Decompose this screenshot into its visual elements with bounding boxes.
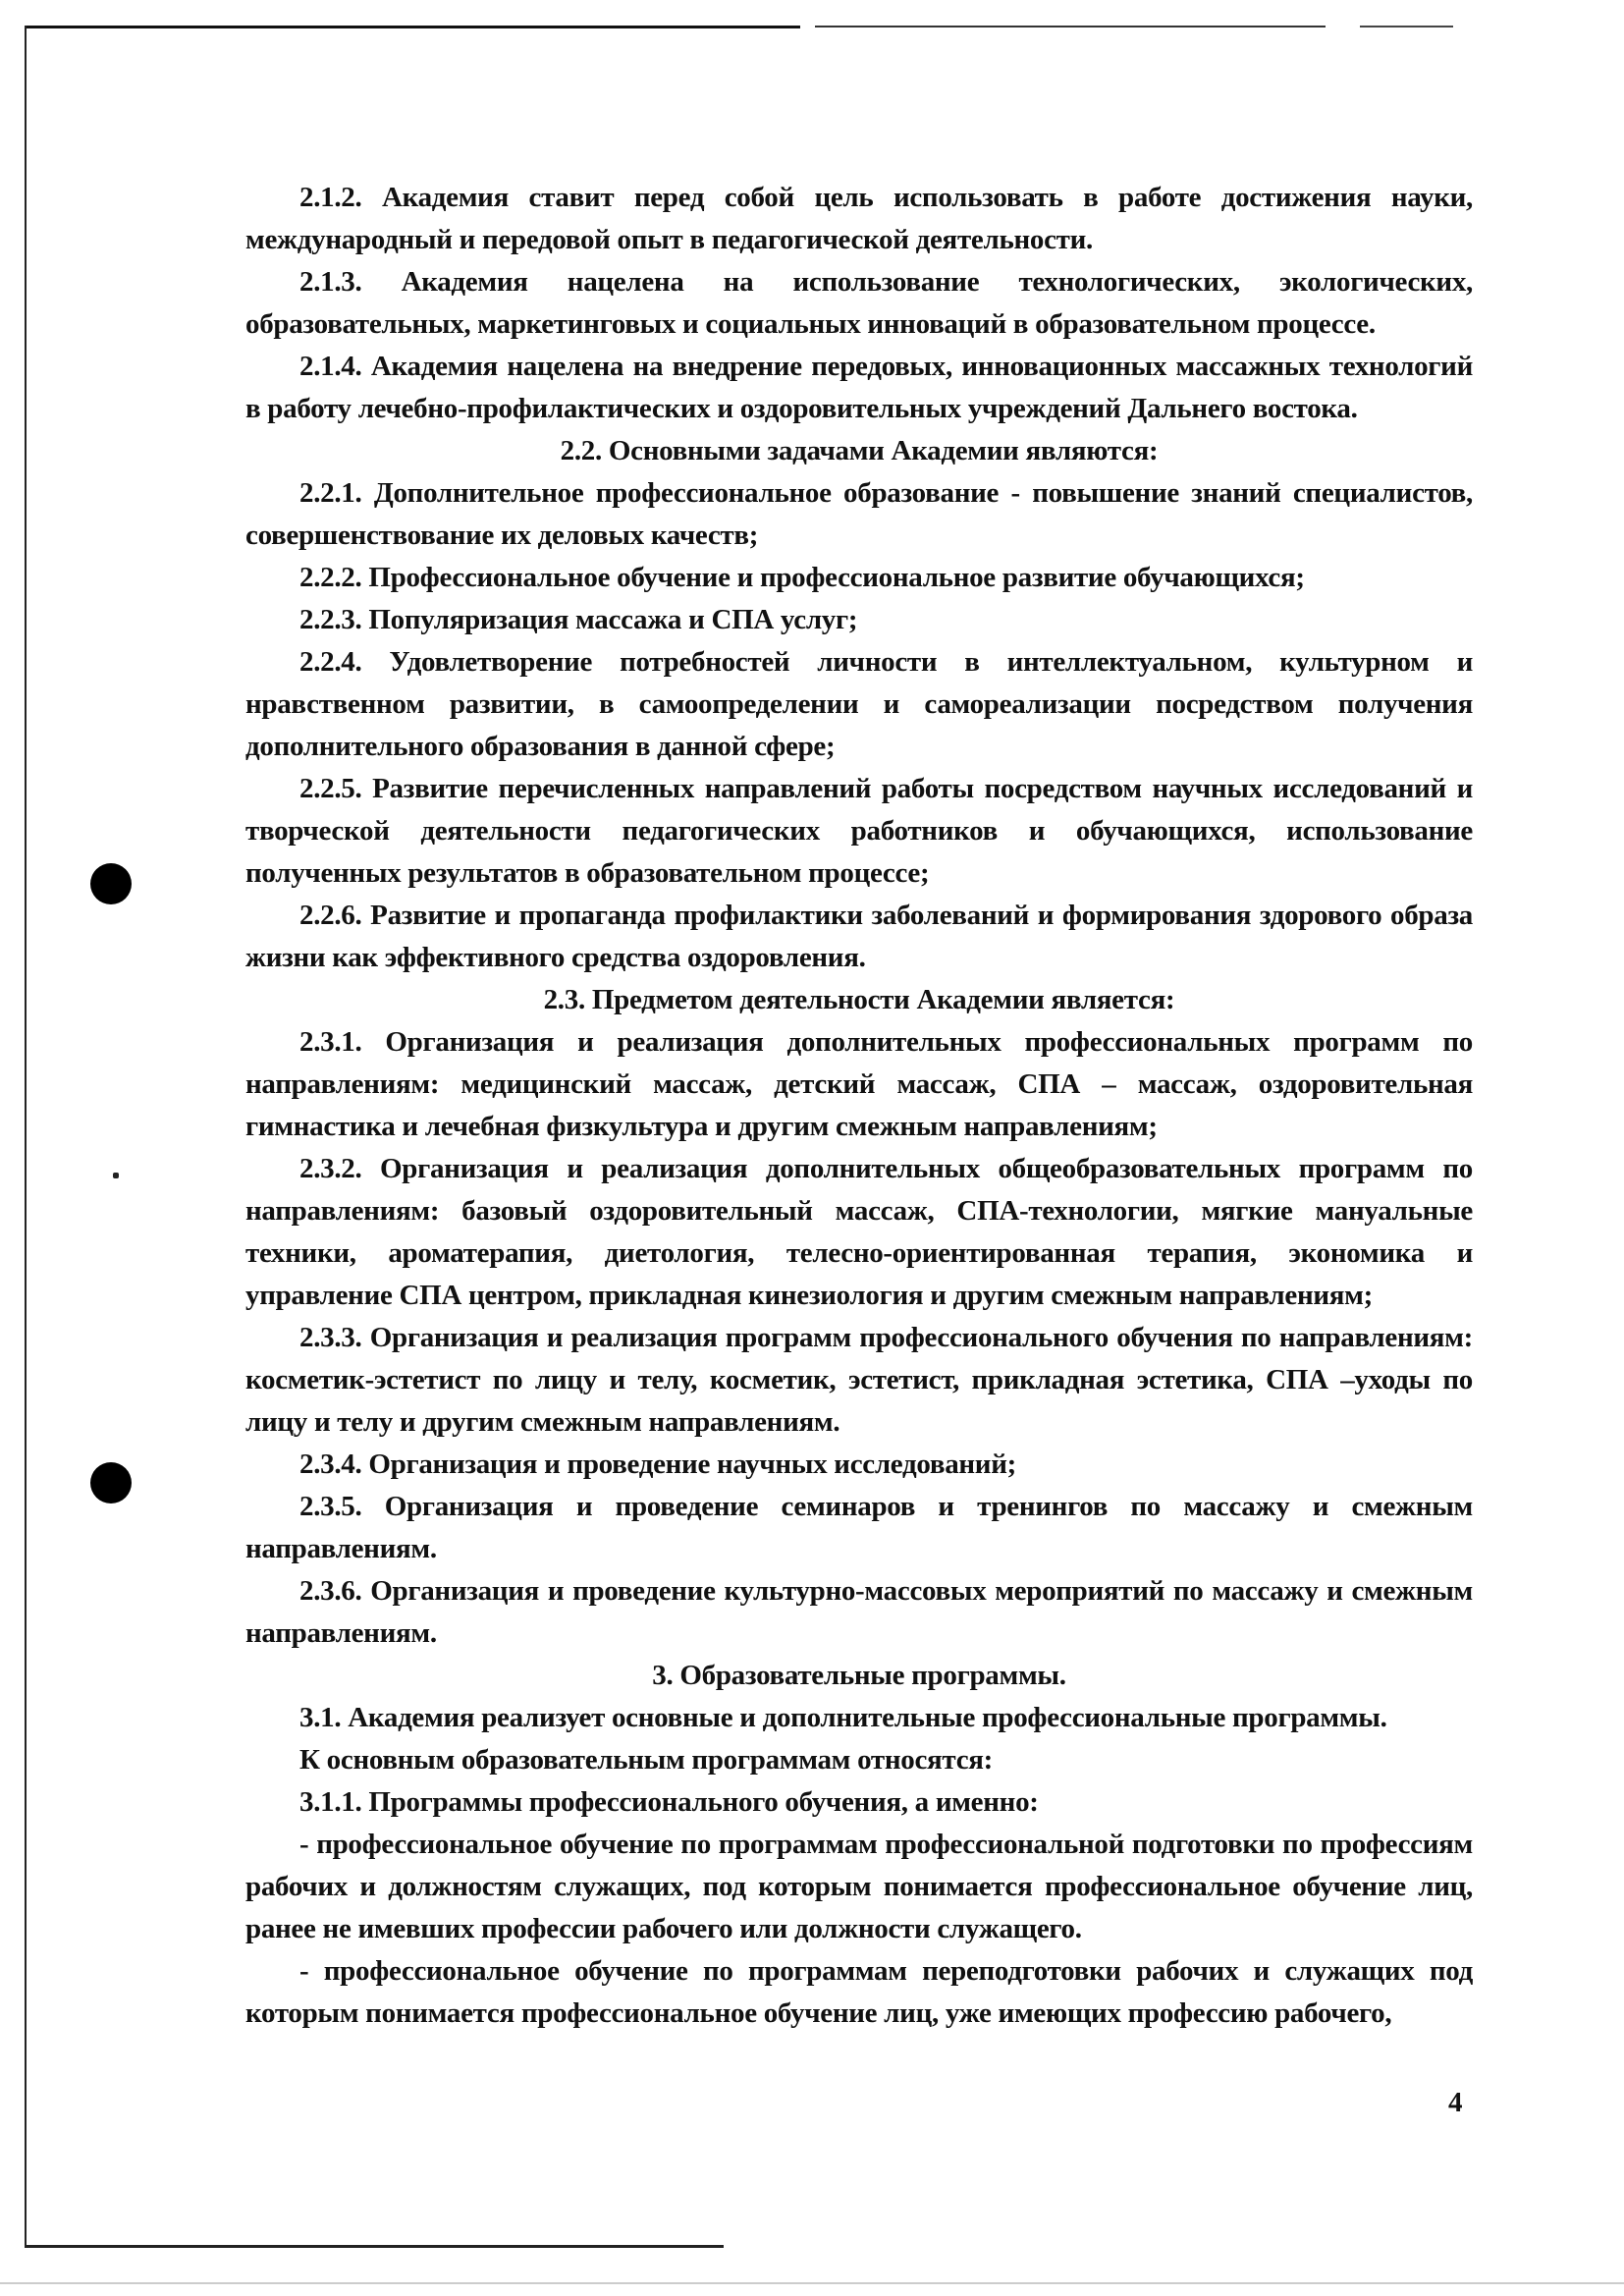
scan-speck	[113, 1173, 119, 1178]
paragraph: 2.1.4. Академия нацелена на внедрение передовых, инновационных массажных технологий в работу лечебно-профилактических и оздоровительных учреждений Дальнего востока.	[245, 351, 1473, 424]
paragraph: - профессиональное обучение по программам профессиональной подготовки по профессиям рабочих и должностям служащих, под которым понимается профессиональное обучение лиц, ранее не имевших профессии рабочего или должности служащего.	[245, 1829, 1473, 1944]
paragraph: 2.3.5. Организация и проведение семинаров и тренингов по массажу и смежным направлениям.	[245, 1491, 1473, 1564]
punch-hole	[90, 863, 132, 904]
section-heading: 2.3. Предметом деятельности Академии является:	[543, 984, 1175, 1015]
paragraph: К основным образовательным программам относятся:	[299, 1744, 994, 1776]
section-heading: 2.2. Основными задачами Академии являются:	[560, 435, 1159, 466]
scan-border-top	[1360, 26, 1453, 27]
paragraph: 2.2.1. Дополнительное профессиональное образование - повышение знаний специалистов, совершенствование их деловых качеств;	[245, 477, 1473, 551]
paragraph: 3.1. Академия реализует основные и дополнительные профессиональные программы.	[299, 1702, 1387, 1733]
scan-border-bottom	[25, 2245, 724, 2248]
punch-hole	[90, 1462, 132, 1503]
paragraph: 2.3.4. Организация и проведение научных исследований;	[299, 1449, 1016, 1480]
scan-edge	[0, 2282, 1624, 2284]
paragraph: 2.2.6. Развитие и пропаганда профилактики заболеваний и формирования здорового образа жизни как эффективного средства оздоровления.	[245, 900, 1473, 973]
paragraph: 2.2.4. Удовлетворение потребностей личности в интеллектуальном, культурном и нравственном развитии, в самоопределении и самореализации посредством получения дополнительного образования в данной сфере;	[245, 646, 1473, 762]
scan-border-left	[25, 26, 27, 2247]
paragraph: 2.2.2. Профессиональное обучение и профессиональное развитие обучающихся;	[299, 562, 1305, 593]
paragraph: 2.3.2. Организация и реализация дополнительных общеобразовательных программ по направлениям: базовый оздоровительный массаж, СПА-технологии, мягкие мануальные техники, ароматерапия, диетология, телесно-ориентированная терапия, экономика и управление СПА центром, прикладная кинезиология и другим смежным направлениям;	[245, 1153, 1473, 1311]
paragraph: 2.2.5. Развитие перечисленных направлений работы посредством научных исследований и творческой деятельности педагогических работников и обучающихся, использование полученных результатов в образовательном процессе;	[245, 773, 1473, 889]
paragraph: - профессиональное обучение по программам переподготовки рабочих и служащих под которым понимается профессиональное обучение лиц, уже имеющих профессию рабочего,	[245, 1955, 1473, 2029]
section-heading: 3. Образовательные программы.	[652, 1660, 1066, 1691]
paragraph: 3.1.1. Программы профессионального обучения, а именно:	[299, 1786, 1039, 1818]
paragraph: 2.2.3. Популяризация массажа и СПА услуг;	[299, 604, 858, 635]
scan-border-top	[815, 26, 1326, 27]
document-body	[245, 177, 1473, 2035]
paragraph: 2.1.3. Академия нацелена на использование технологических, экологических, образовательных, маркетинговых и социальных инноваций в образовательном процессе.	[245, 266, 1473, 340]
scan-border-top	[25, 26, 800, 28]
page-number: 4	[1448, 2087, 1463, 2118]
paragraph: 2.3.6. Организация и проведение культурно-массовых мероприятий по массажу и смежным направлениям.	[245, 1575, 1473, 1649]
paragraph: 2.3.1. Организация и реализация дополнительных профессиональных программ по направлениям: медицинский массаж, детский массаж, СПА – массаж, оздоровительная гимнастика и лечебная физкультура и другим смежным направлениям;	[245, 1026, 1473, 1142]
paragraph: 2.3.3. Организация и реализация программ профессионального обучения по направлениям: косметик-эстетист по лицу и телу, косметик, эстетист, прикладная эстетика, СПА –уходы по лицу и телу и другим смежным направлениям.	[245, 1322, 1473, 1438]
paragraph: 2.1.2. Академия ставит перед собой цель использовать в работе достижения науки, международный и передовой опыт в педагогической деятельности.	[245, 182, 1473, 255]
